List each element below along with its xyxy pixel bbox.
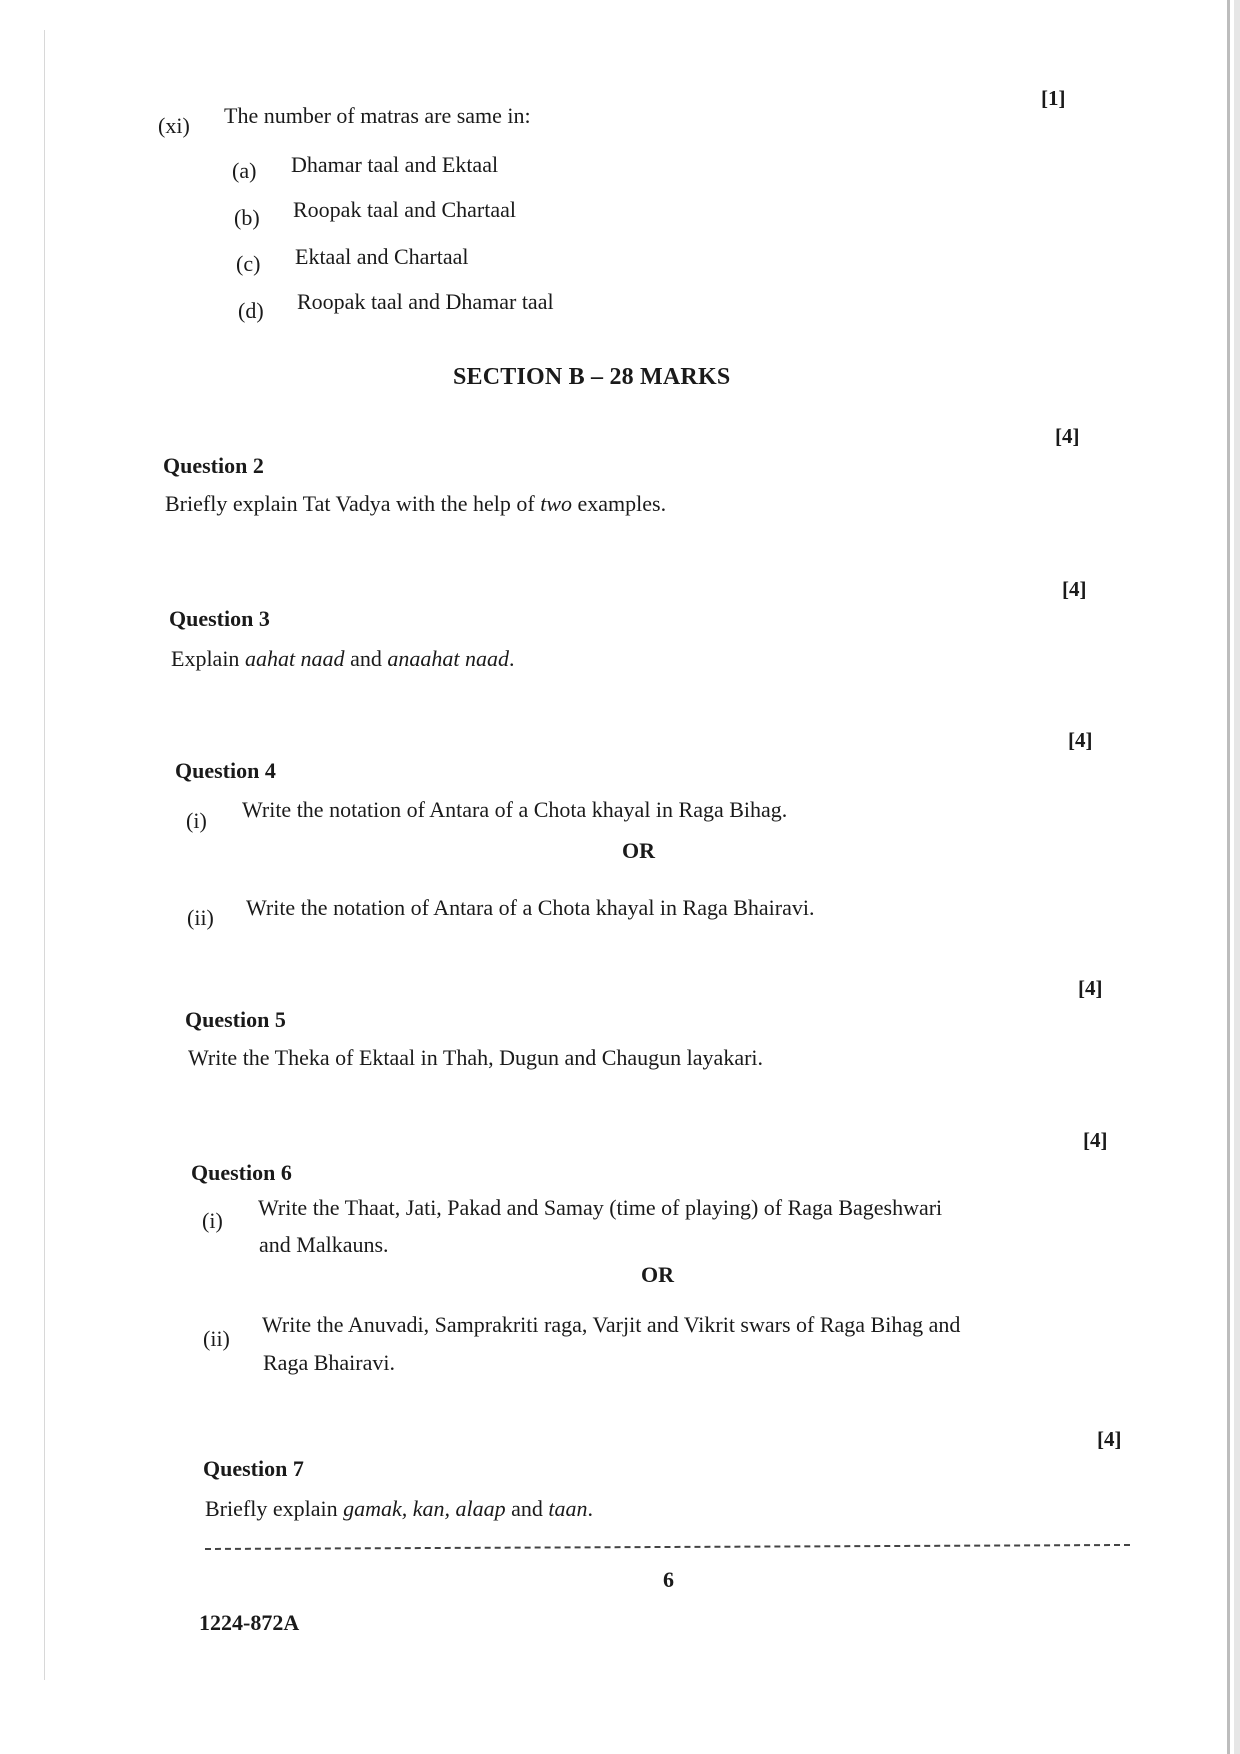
q11-option-d-text: Roopak taal and Dhamar taal <box>297 289 554 314</box>
q6-or: OR <box>641 1262 674 1287</box>
q6-part1-label: (i) <box>202 1208 223 1233</box>
q11-marks: [1] <box>1041 86 1066 110</box>
end-of-page-rule <box>205 1544 1130 1550</box>
page-number: 6 <box>663 1567 674 1592</box>
q4-part2-label: (ii) <box>187 905 214 930</box>
q4-part1-label: (i) <box>186 808 207 833</box>
q3-title: Question 3 <box>169 606 270 631</box>
q11-option-c-label: (c) <box>236 251 261 276</box>
q4-marks: [4] <box>1068 728 1093 752</box>
q11-option-a-text: Dhamar taal and Ektaal <box>291 152 499 177</box>
q6-part2-label: (ii) <box>203 1326 230 1351</box>
page-right-edge <box>1227 0 1230 1754</box>
q4-title: Question 4 <box>175 758 276 783</box>
q3-marks: [4] <box>1062 577 1087 601</box>
q7-text: Briefly explain gamak, kan, alaap and taan. <box>205 1496 593 1521</box>
q4-or: OR <box>622 838 655 863</box>
q6-title: Question 6 <box>191 1160 292 1185</box>
q5-title: Question 5 <box>185 1007 286 1032</box>
q11-number: (xi) <box>158 113 190 138</box>
q11-option-b-label: (b) <box>234 205 260 230</box>
q11-option-d-label: (d) <box>238 298 264 323</box>
q5-marks: [4] <box>1078 976 1103 1000</box>
paper-code: 1224-872A <box>199 1610 300 1635</box>
q6-part2-line1: Write the Anuvadi, Samprakriti raga, Varjit and Vikrit swars of Raga Bihag and <box>262 1312 961 1337</box>
q11-option-a-label: (a) <box>232 158 257 183</box>
q2-text: Briefly explain Tat Vadya with the help of two examples. <box>165 491 667 516</box>
page-left-edge <box>44 30 45 1680</box>
q6-part2-line2: Raga Bhairavi. <box>263 1350 395 1375</box>
q4-part1-text: Write the notation of Antara of a Chota khayal in Raga Bihag. <box>242 797 788 822</box>
q7-marks: [4] <box>1097 1427 1122 1451</box>
section-b-title: SECTION B – 28 MARKS <box>453 364 731 390</box>
q6-part1-line1: Write the Thaat, Jati, Pakad and Samay (time of playing) of Raga Bageshwari <box>258 1195 943 1220</box>
q11-text: The number of matras are same in: <box>224 103 531 128</box>
q2-marks: [4] <box>1055 424 1080 448</box>
q3-text: Explain aahat naad and anaahat naad. <box>171 646 515 671</box>
q7-title: Question 7 <box>203 1456 304 1481</box>
q6-marks: [4] <box>1083 1128 1108 1152</box>
q11-option-c-text: Ektaal and Chartaal <box>295 244 469 269</box>
q5-text: Write the Theka of Ektaal in Thah, Dugun and Chaugun layakari. <box>188 1045 764 1070</box>
page-right-shadow <box>1234 0 1240 1754</box>
q4-part2-text: Write the notation of Antara of a Chota khayal in Raga Bhairavi. <box>246 895 815 920</box>
q11-option-b-text: Roopak taal and Chartaal <box>293 197 516 222</box>
q2-title: Question 2 <box>163 453 264 478</box>
q6-part1-line2: and Malkauns. <box>259 1232 389 1257</box>
